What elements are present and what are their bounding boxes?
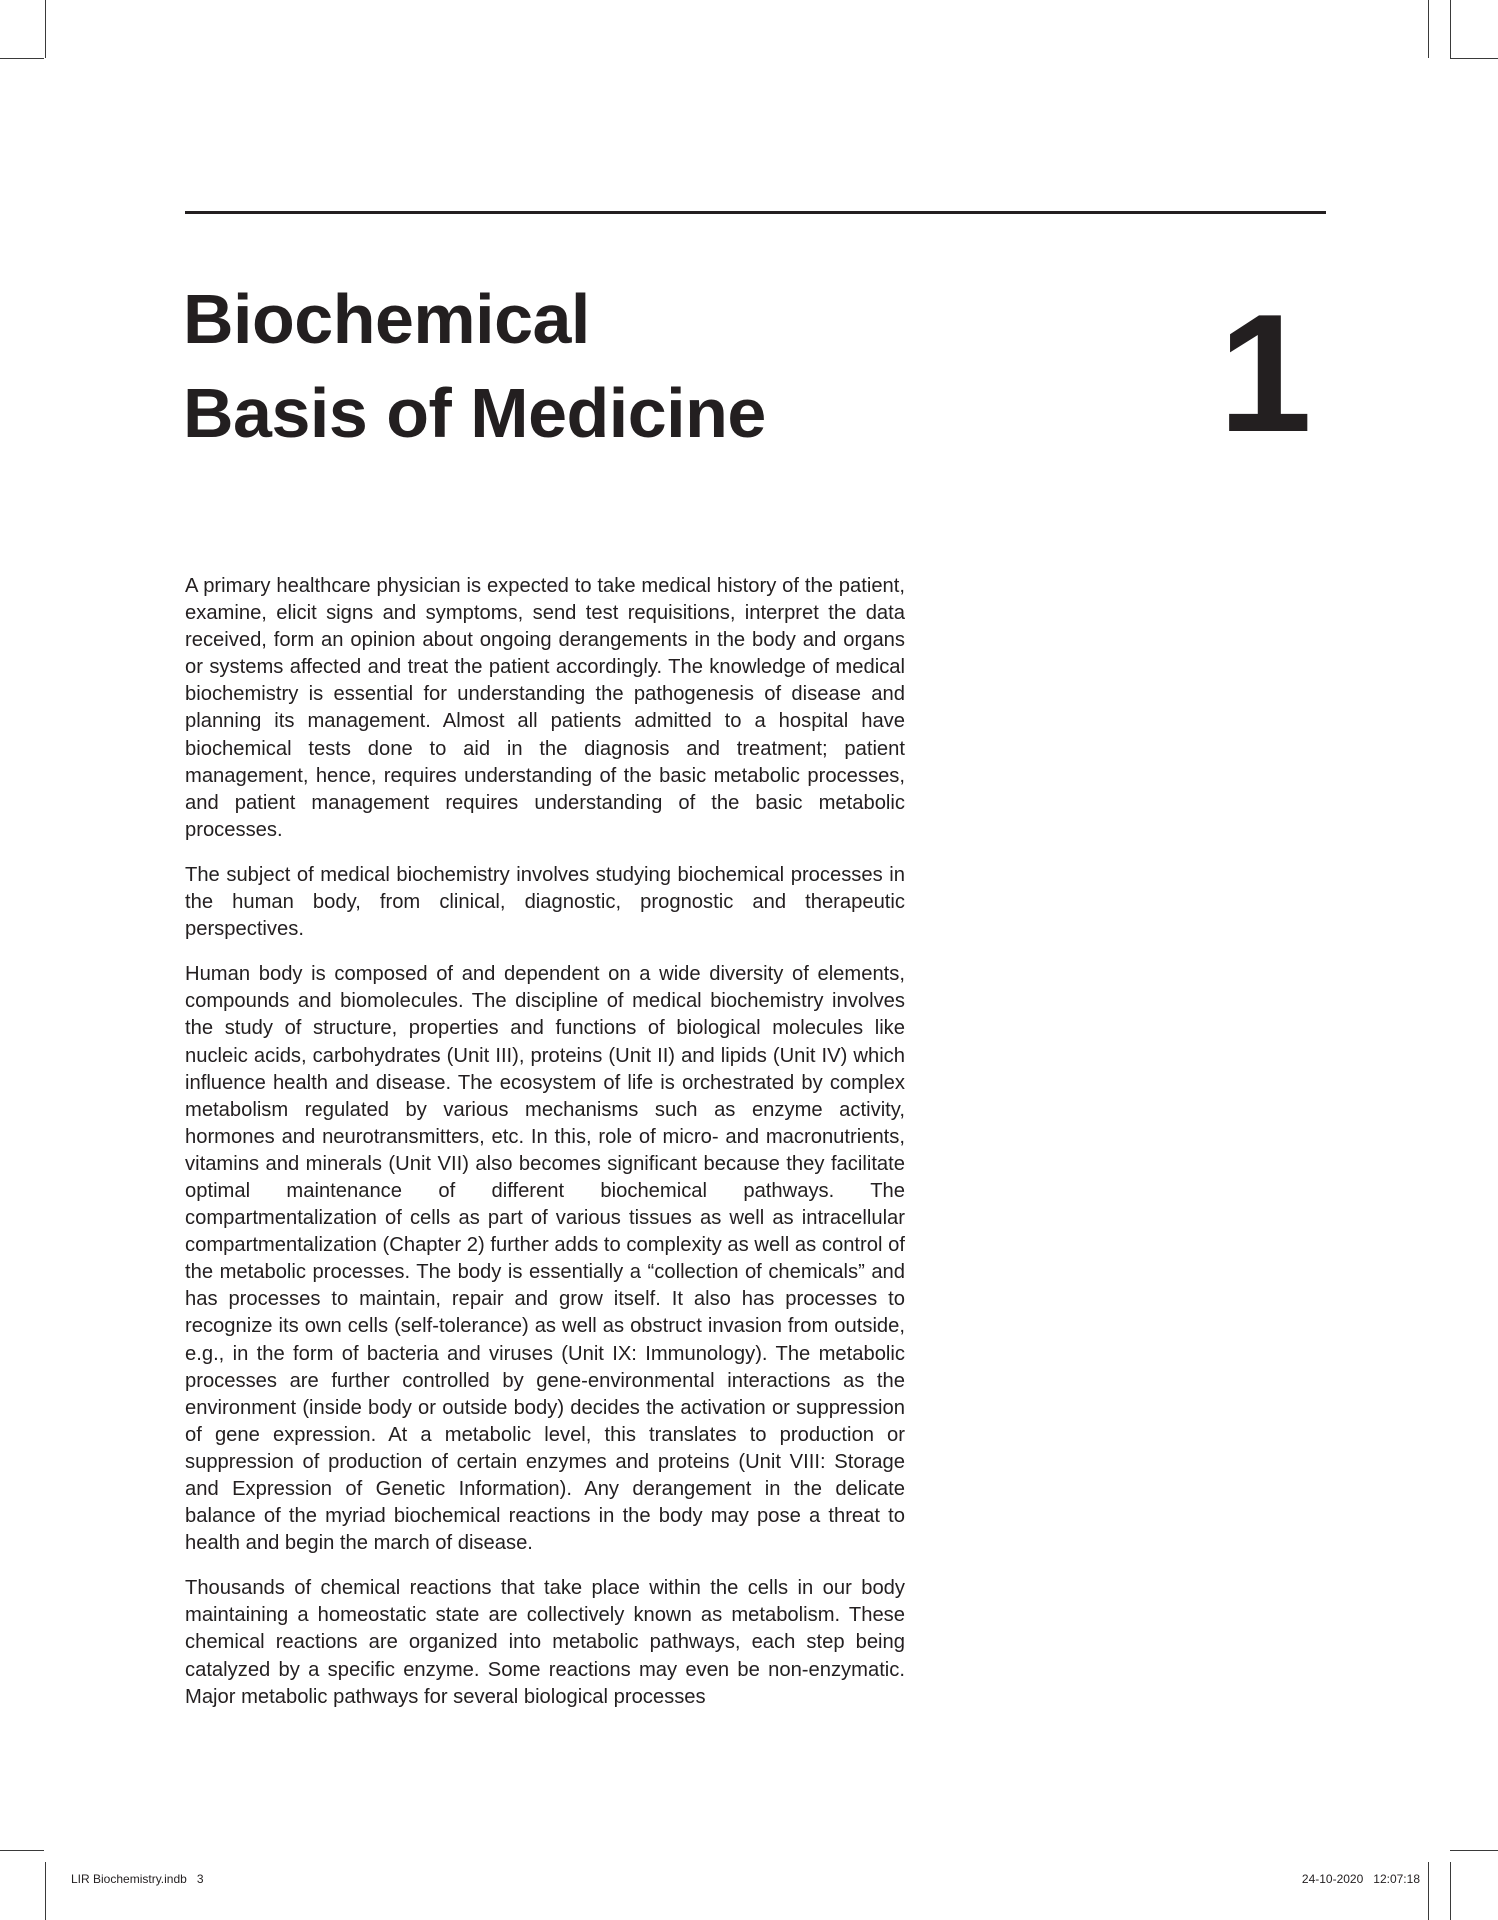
crop-mark-top-left-vertical bbox=[45, 0, 46, 58]
slug-filename: LIR Biochemistry.indb 3 bbox=[71, 1872, 204, 1886]
crop-mark-top-right-vertical-outer bbox=[1428, 0, 1429, 58]
slug-timestamp: 24-10-2020 12:07:18 bbox=[1301, 1872, 1420, 1886]
body-text bbox=[185, 573, 905, 1729]
paragraph-4: Thousands of chemical reactions that take place within the cells in our body maintaining a homeostatic state are collectively known as metabolism. These chemical reactions are organized into metabolic pathways, each step being catalyzed by a specific enzyme. Some reactions may even be non-enzymatic. Major metabolic pathways for several biological processes bbox=[185, 1577, 905, 1708]
chapter-title-line-2: Basis of Medicine bbox=[183, 374, 766, 452]
chapter-number: 1 bbox=[1218, 279, 1306, 467]
chapter-title bbox=[183, 272, 766, 460]
crop-mark-bottom-right-vertical-outer bbox=[1428, 1862, 1429, 1920]
crop-mark-top-left-horizontal bbox=[0, 58, 44, 59]
crop-mark-bottom-left-vertical bbox=[45, 1862, 46, 1920]
crop-mark-top-right-vertical-inner bbox=[1450, 0, 1451, 58]
chapter-top-rule bbox=[185, 211, 1326, 214]
crop-mark-bottom-right-horizontal bbox=[1450, 1850, 1498, 1851]
paragraph-3: Human body is composed of and dependent on a wide diversity of elements, compounds and biomolecules. The discipline of medical biochemistry involves the study of structure, properties and functions of biological molecules like nucleic acids, carbohydrates (Unit III), proteins (Unit II) and lipids (Unit IV) which influence health and disease. The ecosystem of life is orchestrated by complex metabolism regulated by various mechanisms such as enzyme activity, hormones and neurotransmitters, etc. In this, role of micro- and macronutrients, vitamins and minerals (Unit VII) also becomes significant because they facilitate optimal maintenance of different biochemical pathways. The compartmentalization of cells as part of various tissues as well as intracellular compartmentalization (Chapter 2) further adds to complexity as well as control of the metabolic processes. The body is essentially a “collection of chemicals” and has processes to maintain, repair and grow itself. It also has processes to recognize its own cells (self-tolerance) as well as obstruct invasion from outside, e.g., in the form of bacteria and viruses (Unit IX: Immunology). The metabolic processes are further controlled by gene-environmental interactions as the environment (inside body or outside body) decides the activation or suppression of gene expression. At a metabolic level, this translates to production or suppression of production of certain enzymes and proteins (Unit VIII: Storage and Expression of Genetic Information). Any derangement in the delicate balance of the myriad biochemical reactions in the body may pose a threat to health and begin the march of disease. bbox=[185, 963, 905, 1555]
crop-mark-bottom-right-vertical-inner bbox=[1450, 1862, 1451, 1920]
chapter-title-line-1: Biochemical bbox=[183, 280, 590, 358]
paragraph-2: The subject of medical biochemistry involves studying biochemical processes in the human body, from clinical, diagnostic, prognostic and therapeutic perspectives. bbox=[185, 863, 905, 941]
paragraph-1: A primary healthcare physician is expected to take medical history of the patient, examine, elicit signs and symptoms, send test requisitions, interpret the data received, form an opinion about ongoing derangements in the body and organs or systems affected and treat the patient accordingly. The knowledge of medical biochemistry is essential for understanding the pathogenesis of disease and planning its management. Almost all patients admitted to a hospital have biochemical tests done to aid in the diagnosis and treatment; patient management, hence, requires understanding of the basic metabolic processes, and patient management requires understanding of the basic metabolic processes. bbox=[185, 575, 905, 841]
crop-mark-bottom-left-horizontal bbox=[0, 1850, 44, 1851]
crop-mark-top-right-horizontal bbox=[1450, 58, 1498, 59]
